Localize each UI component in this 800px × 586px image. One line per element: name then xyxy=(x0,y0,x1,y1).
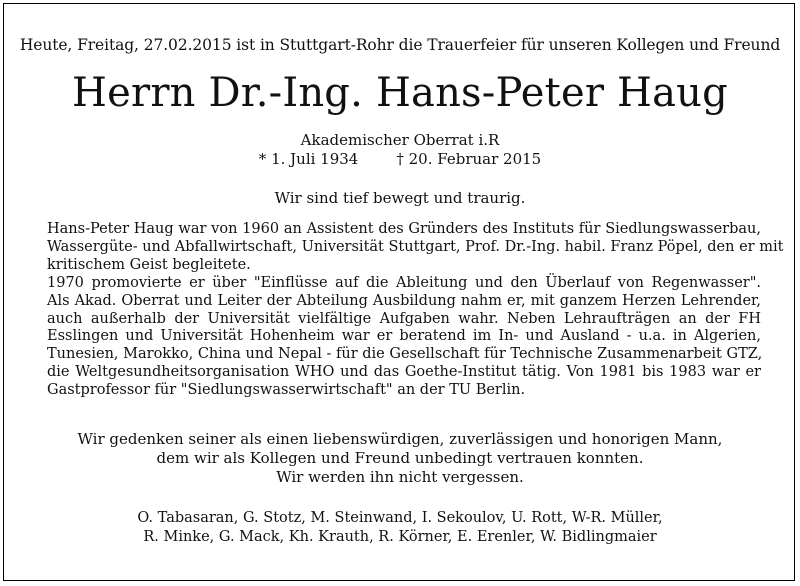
biography-line: Esslingen und Universität Hohenheim war er beratend im In- und Ausland - u.a. in Algerien, xyxy=(47,328,761,345)
closing-statement xyxy=(0,430,800,487)
closing-line: dem wir als Kollegen und Freund unbedingt vertrauen konnten. xyxy=(156,449,644,467)
biography-line: Wassergüte- und Abfallwirtschaft, Universität Stuttgart, Prof. Dr.-Ing. habil. Franz Pöpel, den er mit xyxy=(47,238,784,255)
deceased-name: Herrn Dr.-Ing. Hans-Peter Haug xyxy=(72,70,728,116)
biography-line: auch außerhalb der Universität vielfältige Aufgaben wahr. Neben Lehraufträgen an der FH xyxy=(47,310,761,327)
biography-line: Gastprofessor für "Siedlungswasserwirtschaft" an der TU Berlin. xyxy=(47,382,526,399)
birth-date: * 1. Juli 1934 xyxy=(258,150,359,168)
life-dates xyxy=(0,150,800,168)
biography xyxy=(47,221,784,400)
signatories xyxy=(0,509,800,547)
academic-title: Akademischer Oberrat i.R xyxy=(300,131,500,149)
signatory-line: R. Minke, G. Mack, Kh. Krauth, R. Körner, E. Erenler, W. Bidlingmaier xyxy=(143,529,657,545)
biography-line: die Weltgesundheitsorganisation WHO und das Goethe-Institut tätig. Von 1981 bis 1983 war er xyxy=(47,364,761,381)
intro-text: Heute, Freitag, 27.02.2015 ist in Stuttgart-Rohr die Trauerfeier für unseren Kollegen und Freund xyxy=(19,36,781,54)
signatory-line: O. Tabasaran, G. Stotz, M. Steinwand, I. Sekoulov, U. Rott, W-R. Müller, xyxy=(137,510,663,526)
closing-line: Wir werden ihn nicht vergessen. xyxy=(276,468,524,486)
biography-line: 1970 promovierte er über "Einflüsse auf die Ableitung und den Überlauf von Regenwasser". xyxy=(47,274,761,291)
closing-line: Wir gedenken seiner als einen liebenswürdigen, zuverlässigen und honorigen Mann, xyxy=(77,430,723,448)
death-date: † 20. Februar 2015 xyxy=(396,150,542,168)
biography-line: kritischem Geist begleitete. xyxy=(47,256,251,273)
biography-line: Tunesien, Marokko, China und Nepal - für die Gesellschaft für Technische Zusammenarbeit GTZ, xyxy=(47,346,763,363)
condolence-line: Wir sind tief bewegt und traurig. xyxy=(274,189,526,207)
biography-line: Hans-Peter Haug war von 1960 an Assistent des Gründers des Instituts für Siedlungswasserbau, xyxy=(47,221,761,237)
biography-line: Als Akad. Oberrat und Leiter der Abteilung Ausbildung nahm er, mit ganzem Herzen Lehrender, xyxy=(47,292,761,309)
